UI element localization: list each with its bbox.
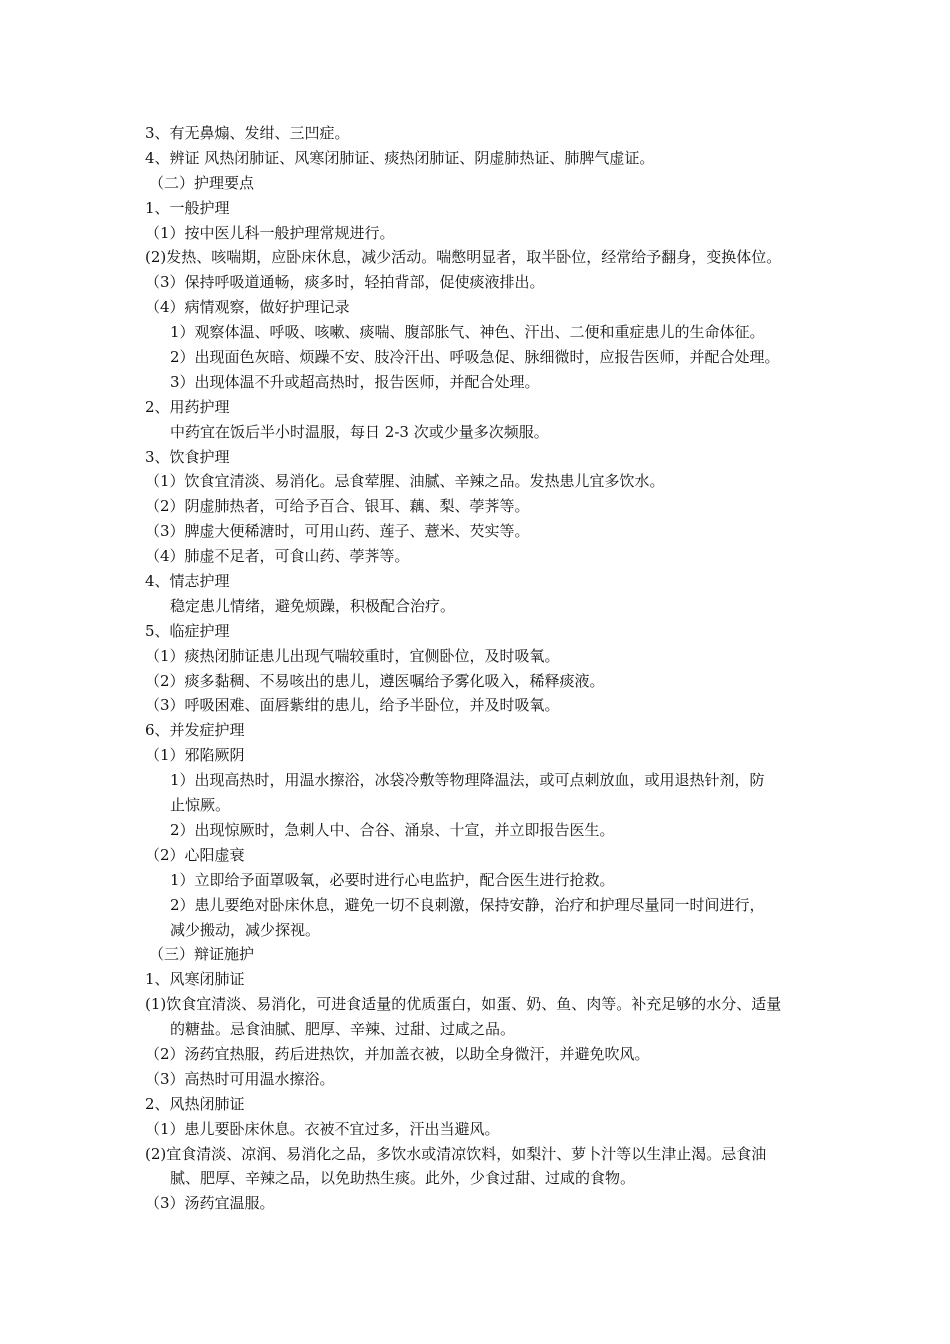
text-line: （2）阴虚肺热者，可给予百合、银耳、藕、梨、荸荠等。 bbox=[145, 497, 530, 516]
text-line: 2）患儿要绝对卧床休息，避免一切不良刺激，保持安静，治疗和护理尽量同一时间进行， bbox=[170, 895, 765, 914]
text-line: （4）病情观察，做好护理记录 bbox=[145, 298, 350, 317]
text-line: 6、并发症护理 bbox=[145, 721, 245, 740]
text-line: 2）出现惊厥时，急刺人中、合谷、涌泉、十宣，并立即报告医生。 bbox=[170, 820, 615, 839]
text-line: 1）立即给予面罩吸氧，必要时进行心电监护，配合医生进行抢救。 bbox=[170, 870, 615, 889]
text-line: 2、风热闭肺证 bbox=[145, 1094, 245, 1113]
text-line: （二）护理要点 bbox=[149, 173, 255, 192]
text-line: 1、风寒闭肺证 bbox=[145, 970, 245, 989]
text-line: 中药宜在饭后半小时温服，每日 2-3 次或少量多次频服。 bbox=[170, 422, 549, 441]
text-line: 3、饮食护理 bbox=[145, 447, 230, 466]
text-line: 3、有无鼻煽、发绀、三凹症。 bbox=[145, 124, 350, 142]
text-line: 4、辨证 风热闭肺证、风寒闭肺证、痰热闭肺证、阴虚肺热证、肺脾气虚证。 bbox=[145, 148, 655, 167]
text-line: （1）患儿要卧床休息。衣被不宜过多，汗出当避风。 bbox=[145, 1119, 500, 1138]
text-line: 2、用药护理 bbox=[145, 397, 230, 416]
text-line: 5、临症护理 bbox=[145, 621, 230, 640]
text-line: 2）出现面色灰暗、烦躁不安、肢冷汗出、呼吸急促、脉细微时，应报告医师，并配合处理。 bbox=[170, 348, 780, 367]
text-line: （1）按中医儿科一般护理常规进行。 bbox=[145, 223, 395, 242]
text-line: （3）保持呼吸道通畅，痰多时，轻拍背部，促使痰液排出。 bbox=[145, 273, 545, 292]
text-line: （1）饮食宜清淡、易消化。忌食荤腥、油腻、辛辣之品。发热患儿宜多饮水。 bbox=[145, 472, 665, 491]
text-line: （1）邪陷厥阴 bbox=[145, 746, 245, 765]
document-body bbox=[145, 121, 815, 1216]
text-line: （三）辩证施护 bbox=[149, 945, 255, 964]
text-line: 减少搬动，减少探视。 bbox=[170, 920, 321, 939]
text-line: （3）呼吸困难、面唇紫绀的患儿，给予半卧位，并及时吸氧。 bbox=[145, 696, 560, 715]
text-line: 4、情志护理 bbox=[145, 572, 230, 591]
text-line: 1）出现高热时，用温水擦浴，冰袋冷敷等物理降温法，或可点刺放血，或用退热针剂，防 bbox=[170, 771, 765, 790]
text-line: （2）心阳虚衰 bbox=[145, 845, 245, 864]
text-line: 止惊厥。 bbox=[170, 796, 231, 815]
text-line: （3）脾虚大便稀溏时，可用山药、莲子、薏米、芡实等。 bbox=[145, 522, 530, 541]
text-line: 腻、肥厚、辛辣之品，以免助热生痰。此外，少食过甜、过咸的食物。 bbox=[170, 1169, 636, 1188]
text-line: （1）痰热闭肺证患儿出现气喘较重时，宜侧卧位，及时吸氧。 bbox=[145, 646, 560, 665]
text-line: 稳定患儿情绪，避免烦躁，积极配合治疗。 bbox=[170, 596, 456, 615]
text-line: 3）出现体温不升或超高热时，报告医师，并配合处理。 bbox=[170, 372, 540, 391]
text-line: （4）肺虚不足者，可食山药、荸荠等。 bbox=[145, 547, 410, 566]
text-line: （2）汤药宜热服，药后进热饮，并加盖衣被，以助全身微汗，并避免吹风。 bbox=[145, 1044, 650, 1063]
text-line: 1）观察体温、呼吸、咳嗽、痰喘、腹部胀气、神色、汗出、二便和重症患儿的生命体征。 bbox=[170, 323, 765, 342]
text-line: (2)宜食清淡、凉润、易消化之品，多饮水或清凉饮料，如梨汁、萝卜汁等以生津止渴。忌食油 bbox=[145, 1144, 767, 1163]
text-line: (2)发热、咳喘期，应卧床休息，减少活动。喘憋明显者，取半卧位，经常给予翻身，变换体位。 bbox=[145, 248, 782, 267]
text-line: （2）痰多黏稠、不易咳出的患儿，遵医嘱给予雾化吸入，稀释痰液。 bbox=[145, 671, 605, 690]
text-line: （3）汤药宜温服。 bbox=[145, 1194, 275, 1213]
text-line: 1、一般护理 bbox=[145, 198, 230, 217]
text-line: (1)饮食宜清淡、易消化，可进食适量的优质蛋白，如蛋、奶、鱼、肉等。补充足够的水分、适量 bbox=[145, 995, 782, 1014]
text-line: 的糖盐。忌食油腻、肥厚、辛辣、过甜、过咸之品。 bbox=[170, 1020, 516, 1039]
text-line: （3）高热时可用温水擦浴。 bbox=[145, 1069, 335, 1088]
